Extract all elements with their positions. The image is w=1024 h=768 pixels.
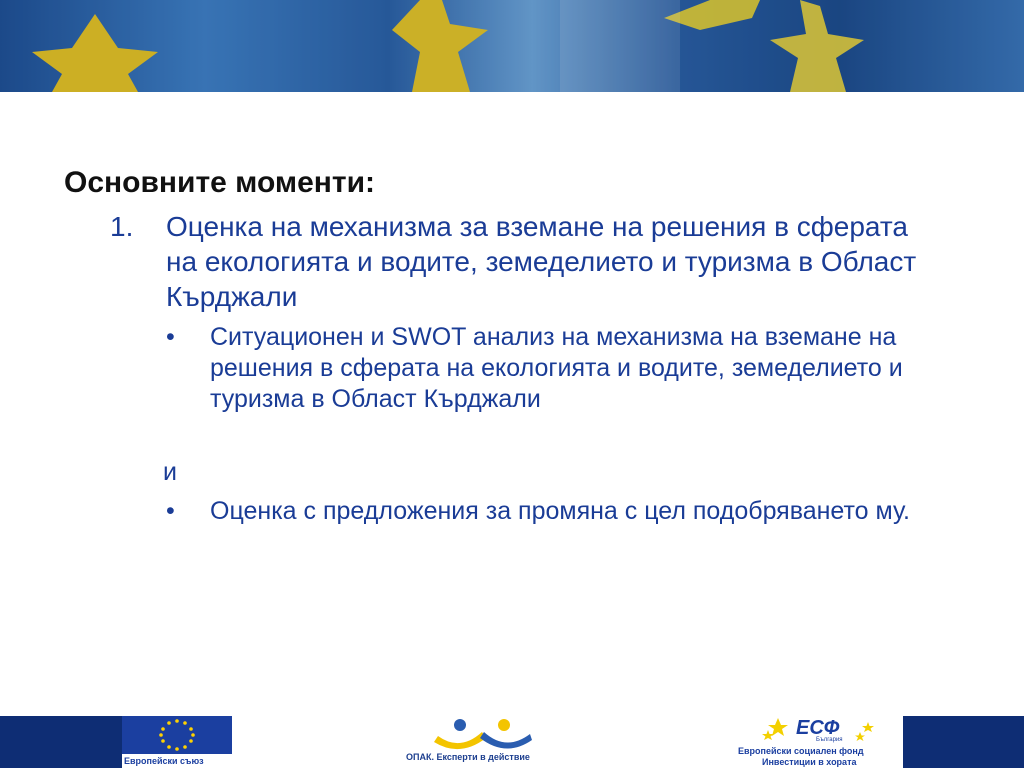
footer-left-band	[0, 716, 122, 768]
esf-caption-line1: Европейски социален фонд	[738, 746, 864, 756]
esf-logo	[738, 716, 903, 768]
footer-band	[0, 716, 1024, 768]
esf-caption-line2: Инвестиции в хората	[762, 757, 857, 767]
top-banner	[0, 0, 1024, 92]
footer-right-band	[903, 716, 1024, 768]
list-number: 1.	[110, 211, 134, 242]
eu-stars-banner-image	[0, 0, 1024, 92]
eu-logo-caption: Европейски съюз	[124, 756, 204, 766]
opak-caption: ОПАК. Експерти в действие	[406, 752, 530, 762]
esf-country-label: България	[816, 737, 843, 743]
eu-flag-icon	[122, 716, 232, 754]
bullet-text: Оценка с предложения за промяна с цел подобряването му.	[210, 497, 910, 525]
conjunction-text: и	[163, 458, 177, 486]
numbered-item-text: Оценка на механизма за вземане на решения в сферата на екологията и водите, земеделието и туризма в Област Кърджали	[166, 211, 917, 312]
eu-logo	[122, 716, 232, 768]
bullet-marker: •	[166, 323, 175, 351]
bullet-marker: •	[166, 497, 175, 525]
esf-logo-text: ЕСФ	[796, 717, 840, 739]
bullet-text: Ситуационен и SWOT анализ на механизма на вземане на решения в сферата на екологията и водите, земеделието и туризма в Област Кърджали	[210, 323, 903, 413]
page-heading: Основните моменти:	[64, 166, 376, 199]
opak-logo	[400, 716, 570, 768]
opak-people-icon	[400, 716, 570, 750]
